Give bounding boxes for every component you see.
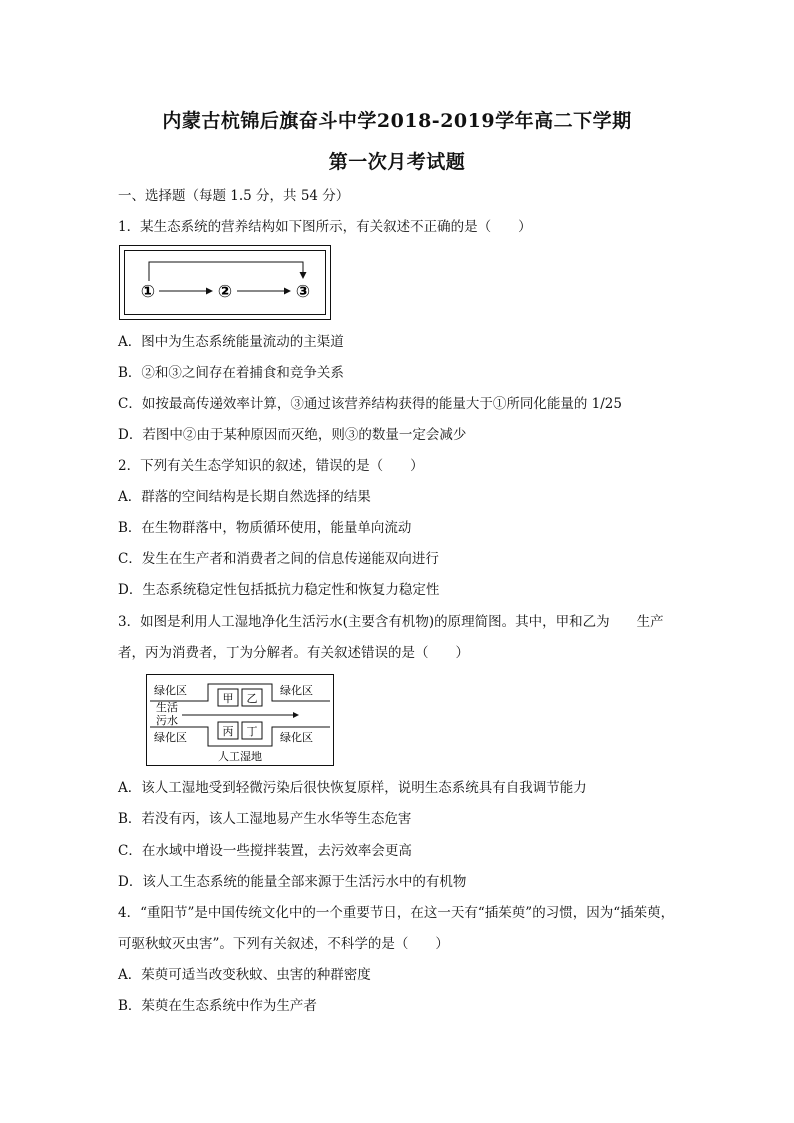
question-2-option-b: B．在生物群落中，物质循环使用，能量单向流动 bbox=[118, 520, 412, 536]
question-4-option-b: B．茱萸在生态系统中作为生产者 bbox=[118, 998, 317, 1014]
food-chain-diagram bbox=[119, 245, 331, 320]
question-3-option-a: A．该人工湿地受到轻微污染后很快恢复原样，说明生态系统具有自我调节能力 bbox=[118, 780, 587, 796]
question-4-stem-line2: 可驱秋蚊灭虫害”。下列有关叙述，不科学的是（ ） bbox=[118, 936, 449, 952]
label-green-top-left: 绿化区 bbox=[154, 684, 187, 697]
label-green-bottom-left: 绿化区 bbox=[154, 731, 187, 744]
node-1: ① bbox=[140, 282, 156, 302]
label-yi: 乙 bbox=[246, 692, 258, 705]
section-heading: 一、选择题（每题 1.5 分，共 54 分） bbox=[118, 188, 350, 204]
question-3-option-b: B．若没有丙，该人工湿地易产生水华等生态危害 bbox=[118, 811, 412, 827]
label-wetland: 人工湿地 bbox=[218, 750, 262, 763]
question-4-option-a: A．茱萸可适当改变秋蚊、虫害的种群密度 bbox=[118, 967, 371, 983]
label-sewage-1: 生活 bbox=[156, 701, 178, 714]
wetland-diagram bbox=[146, 674, 334, 766]
question-3-stem-line2: 者，丙为消费者，丁为分解者。有关叙述错误的是（ ） bbox=[118, 645, 469, 661]
node-3: ③ bbox=[295, 282, 311, 302]
question-1-stem: 1．某生态系统的营养结构如下图所示，有关叙述不正确的是（ ） bbox=[118, 219, 532, 235]
label-jia: 甲 bbox=[222, 692, 234, 705]
label-bing: 丙 bbox=[222, 725, 234, 738]
question-1-option-a: A．图中为生态系统能量流动的主渠道 bbox=[118, 334, 344, 350]
question-2-option-a: A．群落的空间结构是长期自然选择的结果 bbox=[118, 489, 371, 505]
question-1-option-b: B．②和③之间存在着捕食和竞争关系 bbox=[118, 365, 344, 381]
question-3-option-c: C．在水域中增设一些搅拌装置，去污效率会更高 bbox=[118, 843, 412, 859]
question-1-option-d: D．若图中②由于某种原因而灭绝，则③的数量一定会减少 bbox=[118, 427, 467, 443]
question-2-stem: 2．下列有关生态学知识的叙述，错误的是（ ） bbox=[118, 458, 424, 474]
question-1-option-c: C．如按最高传递效率计算，③通过该营养结构获得的能量大于①所同化能量的 1/25 bbox=[118, 396, 622, 412]
label-sewage-2: 污水 bbox=[156, 714, 178, 727]
label-green-bottom-right: 绿化区 bbox=[280, 731, 313, 744]
question-4-stem-line1: 4．“重阳节”是中国传统文化中的一个重要节日，在这一天有“插茱萸”的习惯，因为“插茱萸， bbox=[118, 905, 675, 921]
page-subtitle: 第一次月考试题 bbox=[328, 151, 466, 173]
label-green-top-right: 绿化区 bbox=[280, 684, 313, 697]
question-3-option-d: D．该人工生态系统的能量全部来源于生活污水中的有机物 bbox=[118, 874, 467, 890]
question-2-option-d: D．生态系统稳定性包括抵抗力稳定性和恢复力稳定性 bbox=[118, 582, 440, 598]
top-arrow bbox=[149, 262, 303, 281]
label-ding: 丁 bbox=[246, 725, 258, 738]
question-2-option-c: C．发生在生产者和消费者之间的信息传递能双向进行 bbox=[118, 551, 439, 567]
question-3-stem-line1: 3．如图是利用人工湿地净化生活污水(主要含有机物)的原理简图。其中，甲和乙为 生产 bbox=[118, 614, 664, 630]
node-2: ② bbox=[217, 282, 233, 302]
page-title: 内蒙古杭锦后旗奋斗中学2018-2019学年高二下学期 bbox=[162, 110, 632, 132]
